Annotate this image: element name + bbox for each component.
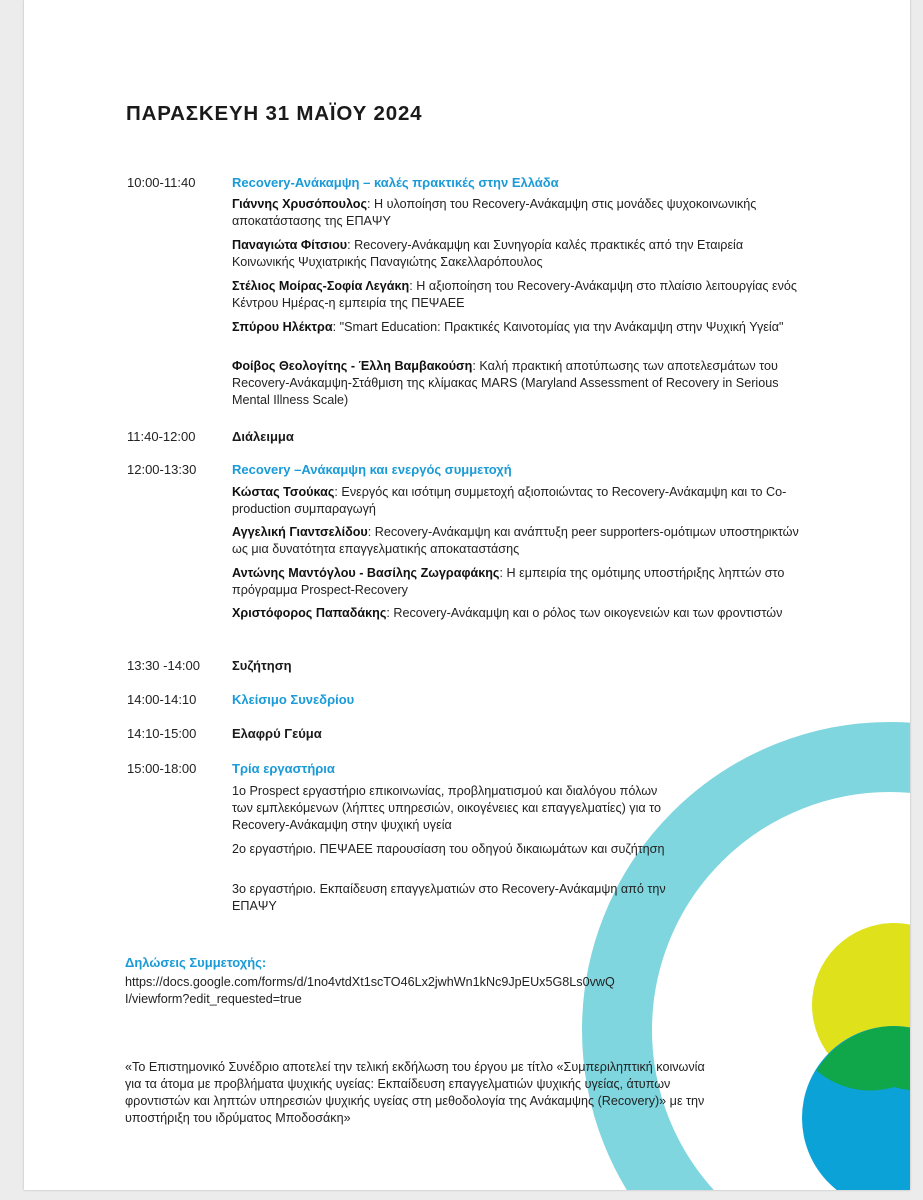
talk-title: Recovery-Ανάκαμψη και ο ρόλος των οικογενειών και των φροντιστών (393, 606, 783, 620)
talk-item: Χριστόφορος Παπαδάκης: Recovery-Ανάκαμψη και ο ρόλος των οικογενειών και των φροντιστών (232, 606, 783, 620)
footer-note: «Το Επιστημονικό Συνέδριο αποτελεί την τελική εκδήλωση του έργου με τίτλο «Συμπεριληπτική κοινωνία για τα άτομα με προβλήματα ψυχικής υγείας: Εκπαίδευση επαγγελματιών ψυχικής υγείας, άτυπων φροντιστών και ληπτών υπηρεσιών ψυχικής υγείας στη μεθοδολογία της Ανάκαμψης (Recovery)» με την υποστήριξη του ιδρύματος Μποδοσάκη» (125, 1060, 705, 1125)
workshop-item: 1ο Prospect εργαστήριο επικοινωνίας, προβληματισμού και διαλόγου πόλων των εμπλεκόμενων (λήπτες υπηρεσιών, οικογένειες και επαγγελματίες) για το Recovery-Ανάκαμψη στην ψυχική υγεία (232, 784, 661, 832)
talk-item: Αγγελική Γιαντσελίδου: Recovery-Ανάκαμψη και ανάπτυξη peer supporters-ομότιμων υποστηρικτών ως μια δυνατότητα επαγγελματικής αποκαταστάσης (232, 525, 799, 556)
talk-item: Σπύρου Ηλέκτρα: "Smart Education: Πρακτικές Καινοτομίας για την Ανάκαμψη στην Ψυχική Υγεία" (232, 320, 784, 334)
speaker-name: Χριστόφορος Παπαδάκης (232, 606, 387, 620)
session-time: 14:00-14:10 (127, 692, 197, 707)
talk-title: Καλή πρακτική αποτύπωσης των αποτελεσμάτων του Recovery-Ανάκαμψη-Στάθμιση της κλίμακας MARS (Maryland Assessment of Recovery in Serious Mental Illness Scale) (232, 359, 779, 407)
speaker-name: Σπύρου Ηλέκτρα (232, 320, 333, 334)
speaker-name: Κώστας Τσούκας (232, 485, 335, 499)
talk-item: Γιάννης Χρυσόπουλος: Η υλοποίηση του Recovery-Ανάκαμψη στις μονάδες ψυχοκοινωνικής αποκατάστασης της ΕΠΑΨΥ (232, 197, 757, 228)
talk-title: Η υλοποίηση του Recovery-Ανάκαμψη στις μονάδες ψυχοκοινωνικής αποκατάστασης της ΕΠΑΨΥ (232, 197, 757, 228)
registration-label: Δηλώσεις Συμμετοχής: (125, 955, 267, 970)
workshop-item: 2ο εργαστήριο. ΠΕΨΑΕΕ παρουσίαση του οδηγού δικαιωμάτων και συζήτηση (232, 842, 665, 856)
talk-item: Αντώνης Μαντόγλου - Βασίλης Ζωγραφάκης: Η εμπειρία της ομότιμης υποστήριξης ληπτών στο πρόγραμμα Prospect-Recovery (232, 566, 785, 597)
speaker-name: Αγγελική Γιαντσελίδου (232, 525, 368, 539)
session-time: 10:00-11:40 (127, 175, 196, 190)
talk-title: "Smart Education: Πρακτικές Καινοτομίας για την Ανάκαμψη στην Ψυχική Υγεία" (339, 320, 784, 334)
speaker-name: Στέλιος Μοίρας-Σοφία Λεγάκη (232, 279, 410, 293)
speaker-name: Φοίβος Θεολογίτης - Έλλη Βαμβακούση (232, 359, 473, 373)
session-time: 15:00-18:00 (127, 761, 197, 776)
speaker-name: Αντώνης Μαντόγλου - Βασίλης Ζωγραφάκης (232, 566, 500, 580)
talk-item: Παναγιώτα Φίτσιου: Recovery-Ανάκαμψη και Συνηγορία καλές πρακτικές από την Εταιρεία Κοινωνικής Ψυχιατρικής Παναγιώτης Σακελλαρόπουλος (232, 238, 744, 269)
session-title: Τρία εργαστήρια (232, 761, 335, 776)
session-title: Συζήτηση (232, 658, 292, 673)
session-title: Ελαφρύ Γεύμα (232, 726, 322, 741)
session-time: 14:10-15:00 (127, 726, 197, 741)
registration-link[interactable]: https://docs.google.com/forms/d/1no4vtdXt1scTO46Lx2jwhWn1kNc9JpEUx5G8Ls0vwQI/viewform?edit_requested=true (125, 975, 615, 1006)
session-time: 12:00-13:30 (127, 462, 197, 477)
speaker-name: Γιάννης Χρυσόπουλος (232, 197, 368, 211)
talk-title: Η εμπειρία της ομότιμης υποστήριξης ληπτών στο πρόγραμμα Prospect-Recovery (232, 566, 785, 597)
talk-item: Κώστας Τσούκας: Ενεργός και ισότιμη συμμετοχή αξιοποιώντας το Recovery-Ανάκαμψη και το Co-production συμπαραγωγή (232, 485, 787, 516)
session-title: Recovery-Ανάκαμψη – καλές πρακτικές στην Ελλάδα (232, 175, 559, 190)
session-time: 13:30 -14:00 (127, 658, 201, 673)
talk-title: Recovery-Ανάκαμψη και Συνηγορία καλές πρακτικές από την Εταιρεία Κοινωνικής Ψυχιατρικής Παναγιώτης Σακελλαρόπουλος (232, 238, 744, 269)
talk-title: Recovery-Ανάκαμψη και ανάπτυξη peer supporters-ομότιμων υποστηρικτών ως μια δυνατότητα επαγγελματικής αποκαταστάσης (232, 525, 799, 556)
page-title: ΠΑΡΑΣΚΕΥΗ 31 ΜΑΪΟΥ 2024 (126, 102, 423, 125)
talk-title: Η αξιοποίηση του Recovery-Ανάκαμψη στο πλαίσιο λειτουργίας ενός Κέντρου Ημέρας-η εμπειρία της ΠΕΨΑΕΕ (232, 279, 797, 310)
talk-item: Φοίβος Θεολογίτης - Έλλη Βαμβακούση: Καλή πρακτική αποτύπωσης των αποτελεσμάτων του Recovery-Ανάκαμψη-Στάθμιση της κλίμακας MARS (Maryland Assessment of Recovery in Serious Mental Illness Scale) (232, 359, 779, 407)
session-title: Recovery –Ανάκαμψη και ενεργός συμμετοχή (232, 462, 512, 477)
talk-title: Ενεργός και ισότιμη συμμετοχή αξιοποιώντας το Recovery-Ανάκαμψη και το Co-production συμπαραγωγή (232, 485, 787, 516)
session-title: Διάλειμμα (232, 429, 294, 444)
talk-item: Στέλιος Μοίρας-Σοφία Λεγάκη: Η αξιοποίηση του Recovery-Ανάκαμψη στο πλαίσιο λειτουργίας ενός Κέντρου Ημέρας-η εμπειρία της ΠΕΨΑΕΕ (232, 279, 797, 310)
session-time: 11:40-12:00 (127, 429, 196, 444)
speaker-name: Παναγιώτα Φίτσιου (232, 238, 348, 252)
session-title: Κλείσιμο Συνεδρίου (232, 692, 355, 707)
program-page (24, 0, 910, 1190)
workshop-item: 3ο εργαστήριο. Εκπαίδευση επαγγελματιών στο Recovery-Ανάκαμψη από την ΕΠΑΨΥ (232, 882, 666, 913)
